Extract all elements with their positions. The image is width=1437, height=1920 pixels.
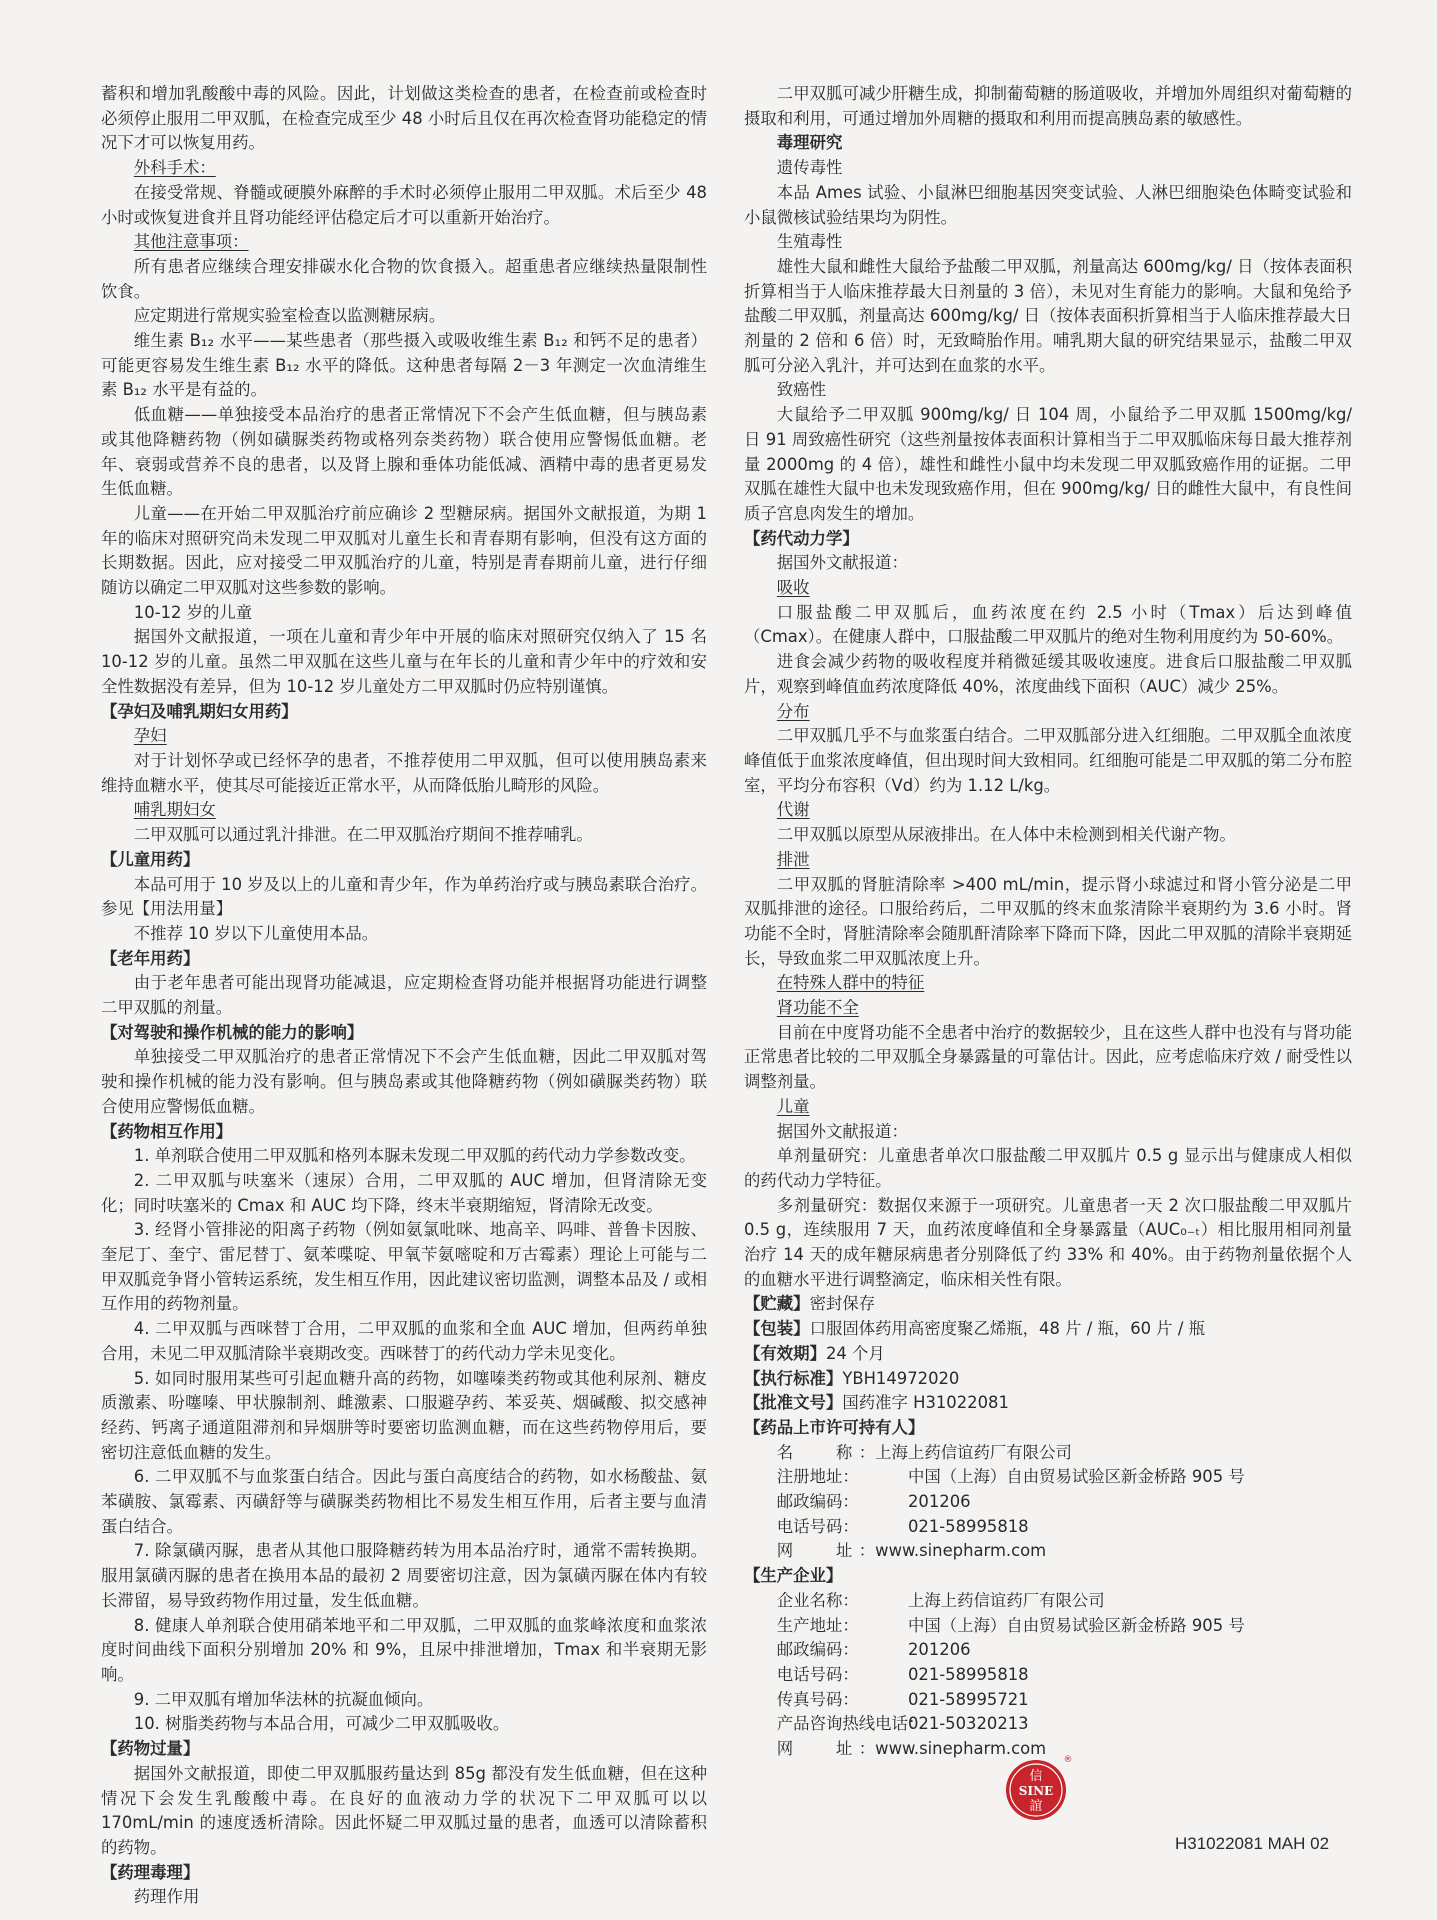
subheading-text: 分布 (776, 701, 810, 721)
contact-label: 邮政编码 ： (777, 1490, 908, 1515)
paragraph: 口服盐酸二甲双胍后，血药浓度在约 2.5 小时（Tmax）后达到峰值（Cmax）。在健康人群中，口服盐酸二甲双胍片的绝对生物利用度约为 50-60%。 (744, 602, 1352, 647)
paragraph: 3. 经肾小管排泌的阳离子药物（例如氨氯吡咪、地高辛、吗啡、普鲁卡因胺、奎尼丁、奎宁、雷尼替丁、氨苯喋啶、甲氧苄氨嘧啶和万古霉素）理论上可能与二甲双胍竞争肾小管转运系统，发生相互作用，因此建议密切监测，调整本品及 / 或相互作用的药物剂量。 (101, 1220, 708, 1314)
subheading (101, 798, 707, 823)
left-column (101, 82, 707, 1910)
contact-row (744, 1465, 1352, 1490)
contact-row (744, 1589, 1352, 1614)
contact-label: 邮政编码 ： (777, 1638, 908, 1663)
paragraph: 在接受常规、脊髓或硬膜外麻醉的手术时必须停止服用二甲双胍。术后至少 48 小时或恢复进食并且肾功能经评估稳定后才可以重新开始治疗。 (101, 182, 707, 227)
contact-value: 中国（上海）自由贸易试验区新金桥路 905 号 (907, 1467, 1245, 1487)
paragraph: 由于老年患者可能出现肾功能减退，应定期检查肾功能并根据肾功能进行调整二甲双胍的剂量。 (101, 973, 707, 1018)
paragraph: 所有患者应继续合理安排碳水化合物的饮食摄入。超重患者应继续热量限制性饮食。 (101, 256, 707, 301)
paragraph: 据国外文献报道，即使二甲双胍服药量达到 85g 都没有发生低血糖，但在这种情况下会发生乳酸酸中毒。在良好的血液动力学的状况下二甲双胍可以以 170mL/min 的速度透析清除。因此怀疑二甲双胍过量的患者，血透可以清除蓄积的药物。 (101, 1763, 707, 1857)
contact-value: 021-50320213 (907, 1714, 1029, 1734)
subheading (744, 700, 1352, 725)
paragraph: 据国外文献报道： (776, 1121, 908, 1141)
info-row (744, 1317, 1352, 1342)
contact-value: ： 上海上药信谊药厂有限公司 (859, 1441, 1072, 1466)
contact-row (744, 1490, 1352, 1515)
paragraph: 单剂量研究：儿童患者单次口服盐酸二甲双胍片 0.5 g 显示出与健康成人相似的药代动力学特征。 (744, 1146, 1352, 1190)
paragraph: 蓄积和增加乳酸酸中毒的风险。因此，计划做这类检查的患者，在检查前或检查时必须停止服用二甲双胍，在检查完成至少 48 小时后且仅在再次检查肾功能稳定的情况下才可以恢复用药。 (101, 84, 707, 153)
paragraph: 儿童——在开始二甲双胍治疗前应确诊 2 型糖尿病。据国外文献报道，为期 1 年的临床对照研究尚未发现二甲双胍对儿童生长和青春期有影响，但没有这方面的长期数据。因此，应对接受二甲双胍治疗的儿童，特别是青春期前儿童，进行仔细随访以确定二甲双胍对这些参数的影响。 (101, 503, 707, 598)
subheading-text: 致癌性 (776, 380, 826, 400)
section-heading: 【 药物相互作用 】 (101, 1120, 707, 1145)
info-value: 24 个月 (825, 1343, 885, 1363)
contact-row (744, 1663, 1352, 1688)
paragraph: 二甲双胍可以通过乳汁排泄。在二甲双胍治疗期间不推荐哺乳。 (133, 825, 593, 845)
subheading-text: 排泄 (776, 849, 810, 869)
contact-label: 电话号码 ： (777, 1515, 908, 1540)
contact-value: 201206 (907, 1492, 971, 1512)
info-row (744, 1292, 1352, 1317)
subheading-text: 药理作用 (133, 1887, 200, 1907)
info-label: 【 执行标准 】 (744, 1369, 842, 1388)
info-value: YBH14972020 (842, 1368, 960, 1388)
document-code: H31022081 MAH 02 (1175, 1834, 1330, 1853)
section-heading: 【 老年用药 】 (101, 947, 707, 972)
contact-value: 021-58995818 (907, 1665, 1029, 1684)
paragraph: 2. 二甲双胍与呋塞米（速尿）合用，二甲双胍的 AUC 增加，但肾清除无变化；同时呋塞米的 Cmax 和 AUC 均下降，终末半衰期缩短，肾清除无改变。 (101, 1170, 707, 1215)
section-heading: 【 药理毒理 】 (101, 1861, 707, 1886)
info-label: 【 有效期 】 (744, 1344, 826, 1363)
paragraph: 9. 二甲双胍有增加华法林的抗凝血倾向。 (133, 1689, 434, 1709)
info-row (744, 1391, 1352, 1416)
paragraph: 5. 如同时服用某些可引起血糖升高的药物，如噻嗪类药物或其他利尿剂、糖皮质激素、吩噻嗪、甲状腺制剂、雌激素、口服避孕药、苯妥英、烟碱酸、拟交感神经药、钙离子通道阻滞剂和异烟肼等时要密切监测血糖，而在这些药物停用后，要密切注意低血糖的发生。 (101, 1368, 707, 1462)
subheading-text: 其他注意事项： (133, 232, 249, 252)
section-heading: 【 药物过量 】 (101, 1737, 707, 1762)
contact-label: 电话号码 ： (777, 1663, 908, 1688)
paragraph: 据国外文献报道，一项在儿童和青少年中开展的临床对照研究仅纳入了 15 名 10-12 岁的儿童。虽然二甲双胍在这些儿童与在年长的儿童和青少年中的疗效和安全性数据没有差异，但为 10-12 岁儿童处方二甲双胍时仍应特别谨慎。 (101, 627, 707, 696)
paragraph: 7. 除氯磺丙脲，患者从其他口服降糖药转为用本品治疗时，通常不需转换期。服用氯磺丙脲的患者在换用本品的最初 2 周要密切注意，因为氯磺丙脲在体内有较长滞留，易导致药物作用过量，发生低血糖。 (101, 1541, 707, 1610)
subheading (744, 576, 1352, 601)
subheading (101, 1885, 707, 1910)
contact-label: 产品咨询热线电话 ： (777, 1712, 908, 1737)
contact-label: 名 称 (776, 1442, 853, 1462)
section-heading: 【 儿童用药 】 (101, 848, 707, 873)
contact-row (744, 1614, 1352, 1639)
info-label: 【 贮藏 】 (744, 1294, 810, 1313)
paragraph: 10. 树脂类药物与本品合用，可减少二甲双胍吸收。 (133, 1714, 510, 1734)
paragraph: 1. 单剂联合使用二甲双胍和格列本脲未发现二甲双胍的药代动力学参数改变。 (133, 1146, 696, 1166)
subheading-text: 外科手术： (133, 158, 216, 178)
contact-row (744, 1638, 1352, 1663)
info-value: 密封保存 (809, 1294, 876, 1314)
section-heading: 【 生产企业 】 (744, 1564, 1352, 1589)
section-heading: 【 孕妇及哺乳期妇女用药 】 (101, 700, 707, 725)
right-column (744, 82, 1352, 1762)
contact-label: 网 址 (776, 1739, 853, 1759)
subheading (744, 848, 1352, 873)
contact-value: ： www.sinepharm.com (859, 1539, 1046, 1564)
contact-value: 中国（上海）自由贸易试验区新金桥路 905 号 (907, 1615, 1245, 1635)
paragraph: 低血糖——单独接受本品治疗的患者正常情况下不会产生低血糖，但与胰岛素或其他降糖药物（例如磺脲类药物或格列奈类药物）联合使用应警惕低血糖。老年、衰弱或营养不良的患者，以及肾上腺和垂体功能低减、酒精中毒的患者更易发生低血糖。 (101, 405, 707, 499)
info-value: 国药准字 H31022081 (842, 1393, 1009, 1413)
subheading (744, 131, 1352, 156)
paragraph: 应定期进行常规实验室检查以监测糖尿病。 (133, 306, 446, 326)
paragraph: 8. 健康人单剂联合使用硝苯地平和二甲双胍，二甲双胍的血浆峰浓度和血浆浓度时间曲线下面积分别增加 20% 和 9%，且尿中排泄增加，Tmax 和半衰期无影响。 (101, 1615, 707, 1684)
subheading-text: 肾功能不全 (776, 998, 859, 1018)
logo-sine-text: SINE (1018, 1784, 1054, 1798)
contact-label: 网 址 (776, 1541, 853, 1561)
contact-row (744, 1515, 1352, 1540)
section-heading: 【 药品上市许可持有人 】 (744, 1416, 1352, 1441)
contact-label: 注册地址 ： (777, 1465, 908, 1490)
paragraph: 二甲双胍以原型从尿液排出。在人体中未检测到相关代谢产物。 (776, 825, 1236, 845)
contact-value: 021-58995721 (907, 1689, 1029, 1709)
contact-label: 企业名称 ： (777, 1589, 908, 1614)
subheading (744, 971, 1352, 996)
contact-value: 201206 (907, 1640, 971, 1660)
contact-row (744, 1539, 1352, 1564)
subheading-text: 哺乳期妇女 (133, 800, 216, 820)
info-label: 【 包装 】 (744, 1319, 810, 1338)
paragraph: 多剂量研究：数据仅来源于一项研究。儿童患者一天 2 次口服盐酸二甲双胍片 0.5 g，连续服用 7 天，血药浓度峰值和全身暴露量（AUC₀₋ₜ）相比服用相同剂量治疗 14 天的成年糖尿病患者分别降低了约 33% 和 40%。由于药物剂量依据个人的血糖水平进行调整滴定，临床相关性有限。 (744, 1195, 1352, 1289)
paragraph: 维生素 B₁₂ 水平——某些患者（那些摄入或吸收维生素 B₁₂ 和钙不足的患者）可能更容易发生维生素 B₁₂ 水平的降低。这种患者每隔 2－3 年测定一次血清维生素 B₁₂ 水平是有益的。 (101, 331, 707, 400)
logo-char-bottom: 誼 (1029, 1799, 1043, 1814)
paragraph: 二甲双胍几乎不与血浆蛋白结合。二甲双胍部分进入红细胞。二甲双胍全血浓度峰值低于血浆浓度峰值，但出现时间大致相同。红细胞可能是二甲双胍的第二分布腔室，平均分布容积（Vd）约为 1.12 L/kg。 (744, 726, 1352, 795)
contact-value: 上海上药信谊药厂有限公司 (907, 1590, 1105, 1610)
subheading-text: 孕妇 (133, 726, 167, 746)
subheading (744, 996, 1352, 1021)
subheading (101, 156, 707, 181)
subheading-text: 在特殊人群中的特征 (776, 973, 925, 993)
info-label: 【 批准文号 】 (744, 1393, 842, 1412)
subheading (744, 1095, 1352, 1120)
paragraph: 不推荐 10 岁以下儿童使用本品。 (133, 923, 379, 943)
section-heading: 【 药代动力学 】 (744, 527, 1352, 552)
paragraph: 目前在中度肾功能不全患者中治疗的数据较少，且在这些人群中也没有与肾功能正常患者比较的二甲双胍全身暴露量的可靠估计。因此，应考虑临床疗效 / 耐受性以调整剂量。 (744, 1022, 1352, 1092)
subheading-text: 儿童 (776, 1096, 810, 1116)
section-heading: 【 对驾驶和操作机械的能力的影响 】 (101, 1021, 707, 1046)
paragraph: 大鼠给予二甲双胍 900mg/kg/ 日 104 周，小鼠给予二甲双胍 1500mg/kg/ 日 91 周致癌性研究（这些剂量按体表面积计算相当于二甲双胍临床每日最大推荐剂量 2000mg 的 4 倍），雄性和雌性小鼠中均未发现二甲双胍致癌作用的证据。二甲双胍在雄性大鼠中也未发现致癌作用，但在 900mg/kg/ 日的雌性大鼠中，有良性间质子宫息肉发生的增加。 (744, 405, 1352, 523)
subheading (744, 798, 1352, 823)
subheading (101, 724, 707, 749)
contact-row (744, 1688, 1352, 1713)
contact-label: 生产地址 ： (777, 1614, 908, 1639)
paragraph: 本品可用于 10 岁及以上的儿童和青少年，作为单药治疗或与胰岛素联合治疗。参见【用法用量】 (101, 874, 707, 919)
paragraph: 对于计划怀孕或已经怀孕的患者，不推荐使用二甲双胍，但可以使用胰岛素来维持血糖水平，使其尽可能接近正常水平，从而降低胎儿畸形的风险。 (101, 750, 707, 795)
subheading-text: 毒理研究 (776, 133, 843, 153)
logo-char-top: 信 (1029, 1769, 1043, 1784)
sine-logo (1002, 1750, 1076, 1824)
contact-row (744, 1441, 1352, 1466)
subheading-text: 10-12 岁的儿童 (133, 602, 253, 622)
subheading (101, 230, 707, 255)
paragraph: 进食会减少药物的吸收程度并稍微延缓其吸收速度。进食后口服盐酸二甲双胍片，观察到峰值血药浓度降低 40%，浓度曲线下面积（AUC）减少 25%。 (744, 652, 1352, 696)
subheading-text: 遗传毒性 (776, 158, 843, 178)
paragraph: 6. 二甲双胍不与血浆蛋白结合。因此与蛋白高度结合的药物，如水杨酸盐、氨苯磺胺、氯霉素、丙磺舒等与磺脲类药物相比不易发生相互作用，后者主要与血清蛋白结合。 (101, 1467, 707, 1536)
paragraph: 本品 Ames 试验、小鼠淋巴细胞基因突变试验、人淋巴细胞染色体畸变试验和小鼠微核试验结果均为阴性。 (744, 182, 1352, 227)
contact-label: 传真号码 ： (777, 1688, 908, 1713)
paragraph: 4. 二甲双胍与西咪替丁合用，二甲双胍的血浆和全血 AUC 增加，但两药单独合用，未见二甲双胍清除半衰期改变。西咪替丁的药代动力学未见变化。 (101, 1319, 707, 1363)
info-row (744, 1367, 1352, 1392)
paragraph: 单独接受二甲双胍治疗的患者正常情况下不会产生低血糖，因此二甲双胍对驾驶和操作机械的能力没有影响。但与胰岛素或其他降糖药物（例如磺脲类药物）联合使用应警惕低血糖。 (101, 1047, 707, 1116)
paragraph: 二甲双胍的肾脏清除率 >400 mL/min，提示肾小球滤过和肾小管分泌是二甲双胍排泄的途径。口服给药后，二甲双胍的终末血浆清除半衰期约为 3.6 小时。肾功能不全时，肾脏清除率会随肌酐清除率下降而下降，因此二甲双胍的清除半衰期延长，导致血浆二甲双胍浓度上升。 (744, 874, 1352, 968)
subheading (744, 230, 1352, 255)
paragraph: 据国外文献报道： (776, 553, 908, 573)
contact-value: ： www.sinepharm.com (859, 1737, 1046, 1762)
subheading-text: 代谢 (776, 800, 810, 820)
paragraph: 雄性大鼠和雌性大鼠给予盐酸二甲双胍，剂量高达 600mg/kg/ 日（按体表面积折算相当于人临床推荐最大日剂量的 3 倍），未见对生育能力的影响。大鼠和兔给予盐酸二甲双胍，剂量高达 600mg/kg/ 日（按体表面积折算相当于人临床推荐最大日剂量的 2 倍和 6 倍）时，无致畸胎作用。哺乳期大鼠的研究结果显示，盐酸二甲双胍可分泌入乳汁，并可达到在血浆的水平。 (744, 256, 1352, 375)
subheading-text: 吸收 (776, 578, 810, 598)
registered-mark: ® (1063, 1755, 1073, 1765)
subheading (744, 378, 1352, 403)
subheading (101, 601, 707, 626)
info-value: 口服固体药用高密度聚乙烯瓶，48 片 / 瓶，60 片 / 瓶 (809, 1319, 1206, 1339)
contact-row (744, 1712, 1352, 1737)
contact-value: 021-58995818 (907, 1516, 1029, 1536)
subheading (744, 156, 1352, 181)
subheading-text: 生殖毒性 (776, 232, 843, 252)
info-row (744, 1342, 1352, 1367)
paragraph: 二甲双胍可减少肝糖生成，抑制葡萄糖的肠道吸收，并增加外周组织对葡萄糖的摄取和利用，可通过增加外周糖的摄取和利用而提高胰岛素的敏感性。 (744, 84, 1352, 128)
